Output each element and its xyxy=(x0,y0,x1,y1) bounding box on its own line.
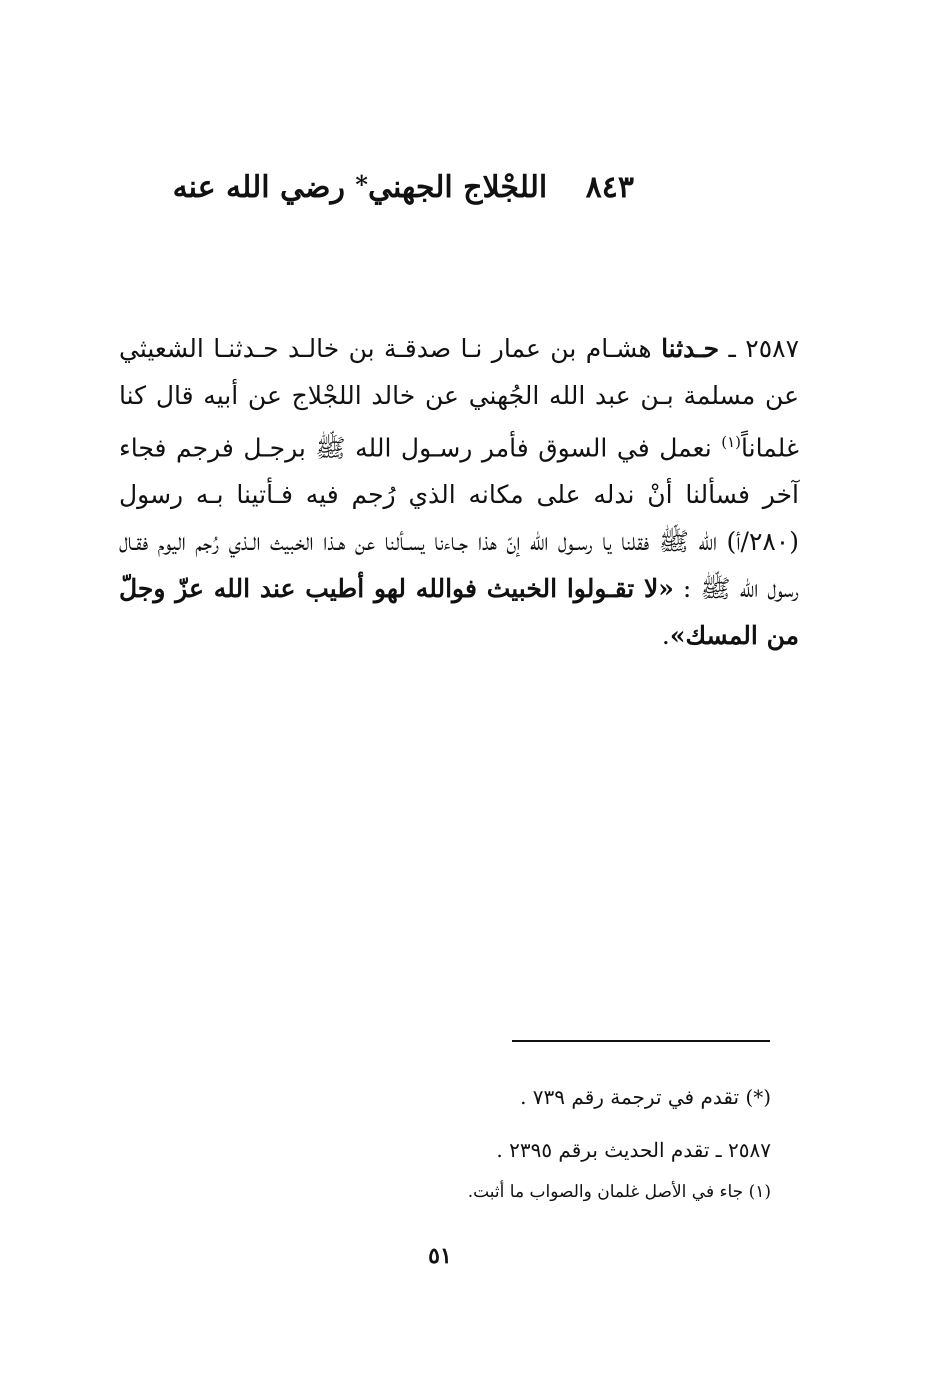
chapter-suffix: رضي الله عنه xyxy=(172,170,345,205)
hadith-text-part2: نعمل في السوق فأمر رسـول الله ﷺ برجـل فرجم فجاء آخر فسألنا أنْ ندله على مكانه الذي رُجم فيه فـأتينا بـه رسول (٢٨٠/أ) الله ﷺ فقلنا يا رسـول الله إنّ هذا جـاءنا يسـألنا عن هـذا الخبيث الـذي رُجم اليوم فقـال رسول الله ﷺ : xyxy=(119,433,799,604)
hadith-text-part1: هشـام بن عمار نـا صدقـة بن خالـد حـدثنـا الشعيثي عن مسلمة بـن عبد الله الجُهني عن خالد اللجْلاج عن أبيه قال كنا غلماناً xyxy=(119,334,799,463)
hadith-lead: حـدثنا xyxy=(661,334,720,363)
hadith-end: . xyxy=(661,621,670,651)
title-asterisk: * xyxy=(355,170,368,199)
hadith-quote: «لا تقـولوا الخبيث فوالله لهو أطيب عند الله عزّ وجلّ من المسك» xyxy=(119,574,799,651)
footnote-reference: (١) xyxy=(721,433,741,451)
footnote-separator xyxy=(512,1040,770,1042)
hadith-text xyxy=(119,325,799,659)
footnote-2: ٢٥٨٧ ـ تقدم الحديث برقم ٢٣٩٥ . xyxy=(496,1138,771,1162)
chapter-number: ٨٤٣ xyxy=(585,170,634,205)
hadith-number: ٢٥٨٧ ـ xyxy=(728,334,800,363)
chapter-name: اللجْلاج الجهني xyxy=(367,170,548,205)
footnote-1: (*) تقدم في ترجمة رقم ٧٣٩ . xyxy=(520,1085,771,1109)
page-number: ٥١ xyxy=(428,1243,452,1269)
footnote-3: (١) جاء في الأصل غلمان والصواب ما أثبت. xyxy=(467,1182,771,1202)
chapter-title xyxy=(172,170,634,205)
